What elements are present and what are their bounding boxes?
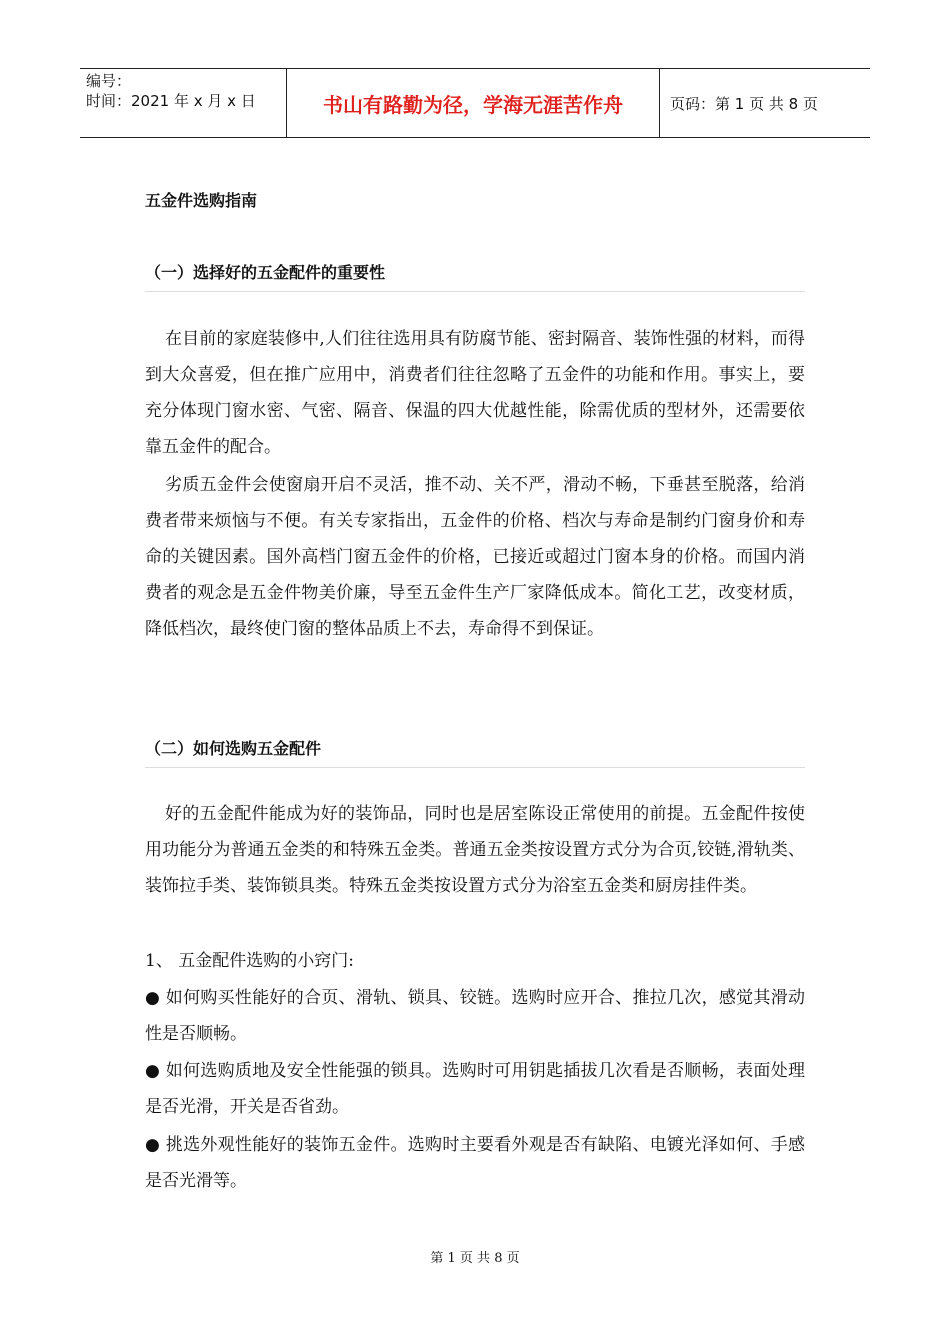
- document-title: 五金件选购指南: [145, 191, 258, 210]
- time-label: 时间：2021 年 x 月 x 日: [86, 92, 256, 110]
- header-meta: [80, 69, 287, 137]
- section-1-heading: （一）选择好的五金配件的重要性: [145, 260, 805, 292]
- number-label: 编号：: [86, 72, 132, 90]
- section-1-paragraph-1: 在目前的家庭装修中,人们往往选用具有防腐节能、密封隔音、装饰性强的材料，而得到大众喜爱，但在推广应用中，消费者们往往忽略了五金件的功能和作用。事实上，要充分体现门窗水密、气密、隔音、保温的四大优越性能，除需优质的型材外，还需要依靠五金件的配合。: [145, 329, 805, 457]
- header-motto: 书山有路勤为径，学海无涯苦作舟: [287, 69, 660, 137]
- page-footer: 第 1 页 共 8 页: [430, 1251, 520, 1266]
- section-1-paragraph-2: 劣质五金件会使窗扇开启不灵活，推不动、关不严，滑动不畅，下垂甚至脱落，给消费者带来烦恼与不便。有关专家指出，五金件的价格、档次与寿命是制约门窗身价和寿命的关键因素。国外高档门窗五金件的价格，已接近或超过门窗本身的价格。而国内消费者的观念是五金件物美价廉，导至五金件生产厂家降低成本。简化工艺，改变材质，降低档次，最终使门窗的整体品质上不去，寿命得不到保证。: [145, 475, 805, 639]
- section-2-heading: （二）如何选购五金配件: [145, 736, 805, 768]
- section-2-intro: 好的五金配件能成为好的装饰品，同时也是居室陈设正常使用的前提。五金配件按使用功能分为普通五金类的和特殊五金类。普通五金类按设置方式分为合页,铰链,滑轨类、装饰拉手类、装饰锁具类。特殊五金类按设置方式分为浴室五金类和厨房挂件类。: [145, 804, 805, 896]
- tip-item-3: ● 挑选外观性能好的装饰五金件。选购时主要看外观是否有缺陷、电镀光泽如何、手感是否光滑等。: [145, 1135, 805, 1191]
- tip-item-1: ● 如何购买性能好的合页、滑轨、锁具、铰链。选购时应开合、推拉几次，感觉其滑动性是否顺畅。: [145, 988, 805, 1044]
- tip-item-2: ● 如何选购质地及安全性能强的锁具。选购时可用钥匙插拔几次看是否顺畅，表面处理是否光滑，开关是否省劲。: [145, 1061, 805, 1117]
- page-header: [80, 68, 870, 138]
- tips-list-heading: 1、 五金配件选购的小窍门:: [145, 951, 354, 971]
- header-page-info: 页码：第 1 页 共 8 页: [670, 94, 818, 113]
